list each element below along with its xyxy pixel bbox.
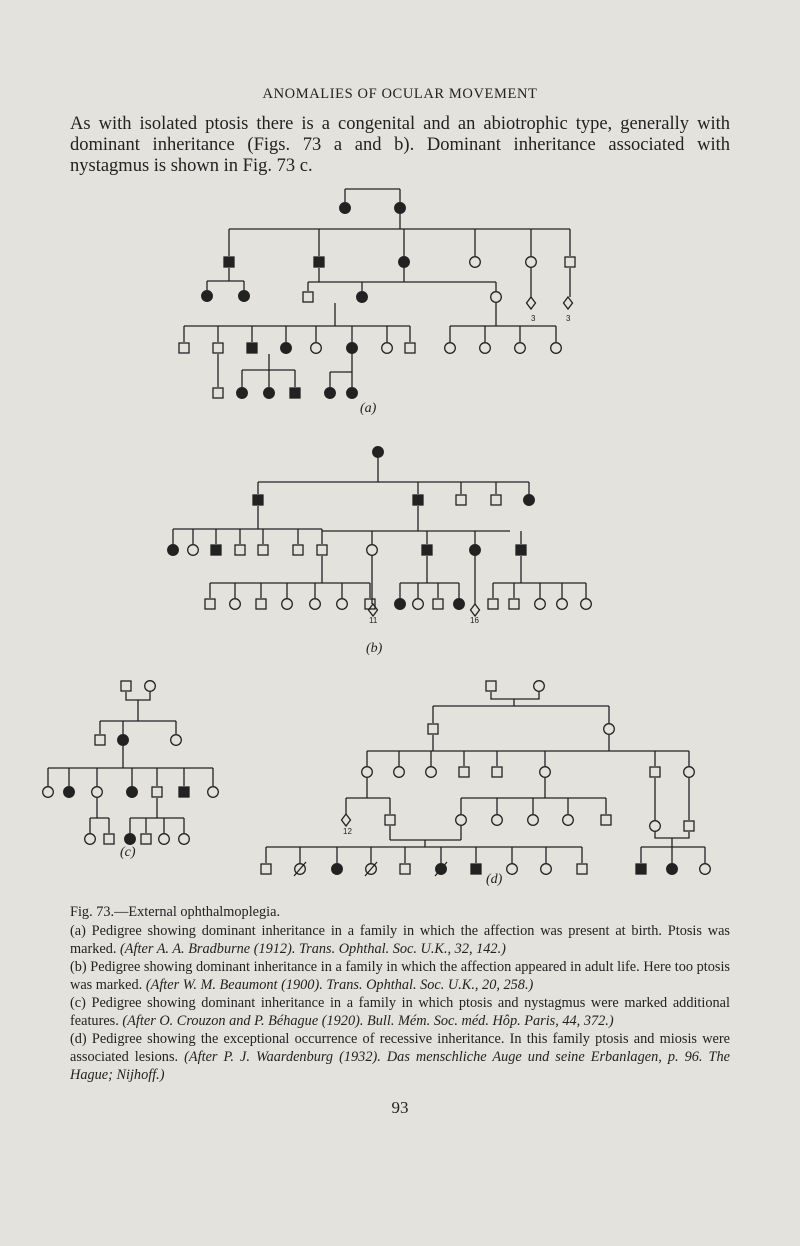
unaffected-male-symbol — [256, 599, 266, 609]
unaffected-female-symbol — [179, 834, 190, 845]
affected-male-symbol — [211, 545, 221, 555]
panel-label-c: (c) — [120, 845, 136, 860]
affected-female-symbol — [118, 735, 129, 746]
caption-b — [70, 958, 730, 994]
pedigree-line — [491, 692, 539, 699]
unaffected-female-symbol — [491, 292, 502, 303]
unaffected-female-symbol — [528, 815, 539, 826]
caption-d-label: (d) — [70, 1031, 87, 1047]
affected-female-symbol — [202, 291, 213, 302]
unaffected-female-symbol — [541, 864, 552, 875]
affected-female-symbol — [667, 864, 678, 875]
affected-female-symbol — [281, 343, 292, 354]
caption-title: Fig. 73.—External ophthalmoplegia. — [70, 904, 281, 920]
affected-female-symbol — [125, 834, 136, 845]
unaffected-female-symbol — [515, 343, 526, 354]
unaffected-female-symbol — [492, 815, 503, 826]
unaffected-female-symbol — [700, 864, 711, 875]
caption-b-source: (After W. M. Beaumont (1900). Trans. Ophthal. Soc. U.K., 20, 258.) — [145, 977, 534, 993]
count-d: 12 — [343, 827, 352, 836]
unaffected-sex-unknown-symbol — [342, 814, 351, 826]
affected-female-symbol — [524, 495, 535, 506]
unaffected-female-symbol — [470, 257, 481, 268]
unaffected-male-symbol — [491, 495, 501, 505]
count-b2: 16 — [470, 616, 479, 625]
caption-c-source: (After O. Crouzon and P. Béhague (1920). Bull. Mém. Soc. méd. Hôp. Paris, 44, 372.) — [122, 1013, 614, 1029]
affected-female-symbol — [399, 257, 410, 268]
unaffected-male-symbol — [205, 599, 215, 609]
pedigree-line — [126, 692, 150, 700]
unaffected-male-symbol — [577, 864, 587, 874]
unaffected-female-symbol — [188, 545, 199, 556]
affected-female-symbol — [347, 343, 358, 354]
pedigree-line — [655, 832, 689, 838]
unaffected-male-symbol — [152, 787, 162, 797]
caption-d-source: (After P. J. Waardenburg (1932). Das menschliche Auge und seine Erbanlagen, p. 96. The Hague; Nijhoff.) — [70, 1049, 730, 1083]
affected-male-symbol — [224, 257, 234, 267]
unaffected-female-symbol — [230, 599, 241, 610]
unaffected-female-symbol — [426, 767, 437, 778]
unaffected-male-symbol — [261, 864, 271, 874]
unaffected-female-symbol — [581, 599, 592, 610]
unaffected-male-symbol — [488, 599, 498, 609]
affected-female-symbol — [357, 292, 368, 303]
unaffected-female-symbol — [208, 787, 219, 798]
caption-d-text: Pedigree showing the exceptional occurrence of recessive inheritance. In this family ptosis and miosis were associated lesions. — [70, 1031, 730, 1065]
affected-female-symbol — [436, 864, 447, 875]
unaffected-female-symbol — [413, 599, 424, 610]
unaffected-sex-unknown-symbol — [564, 297, 573, 309]
figure-caption — [70, 903, 730, 1084]
caption-c-label: (c) — [70, 995, 86, 1011]
unaffected-female-symbol — [604, 724, 615, 735]
unaffected-female-symbol — [145, 681, 156, 692]
unaffected-female-symbol — [311, 343, 322, 354]
unaffected-female-symbol — [367, 545, 378, 556]
count-annotations — [343, 314, 571, 836]
affected-female-symbol — [168, 545, 179, 556]
unaffected-male-symbol — [405, 343, 415, 353]
unaffected-female-symbol — [310, 599, 321, 610]
panel-label-b: (b) — [366, 641, 383, 656]
unaffected-female-symbol — [92, 787, 103, 798]
caption-c-text: Pedigree showing dominant inheritance in a family in which ptosis and nystagmus were marked additional features. — [70, 995, 730, 1029]
unaffected-male-symbol — [213, 388, 223, 398]
affected-female-symbol — [470, 545, 481, 556]
unaffected-male-symbol — [258, 545, 268, 555]
unaffected-male-symbol — [433, 599, 443, 609]
panel-label-d: (d) — [486, 872, 503, 887]
affected-male-symbol — [636, 864, 646, 874]
unaffected-male-symbol — [121, 681, 131, 691]
affected-female-symbol — [64, 787, 75, 798]
pedigree-symbols — [43, 203, 711, 875]
affected-male-symbol — [290, 388, 300, 398]
affected-female-symbol — [239, 291, 250, 302]
pedigree-lines — [48, 189, 705, 876]
affected-male-symbol — [413, 495, 423, 505]
affected-female-symbol — [395, 203, 406, 214]
affected-female-symbol — [237, 388, 248, 399]
unaffected-male-symbol — [303, 292, 313, 302]
unaffected-sex-unknown-symbol — [369, 604, 378, 616]
unaffected-female-symbol — [85, 834, 96, 845]
unaffected-male-symbol — [601, 815, 611, 825]
unaffected-female-symbol — [480, 343, 491, 354]
unaffected-female-symbol — [535, 599, 546, 610]
unaffected-female-symbol — [507, 864, 518, 875]
affected-female-symbol — [325, 388, 336, 399]
unaffected-female-symbol — [563, 815, 574, 826]
affected-male-symbol — [314, 257, 324, 267]
affected-male-symbol — [471, 864, 481, 874]
running-header: ANOMALIES OF OCULAR MOVEMENT — [262, 86, 538, 102]
caption-a — [70, 922, 730, 958]
affected-female-symbol — [340, 203, 351, 214]
unaffected-male-symbol — [565, 257, 575, 267]
unaffected-female-symbol — [282, 599, 293, 610]
count-b1: 11 — [369, 616, 378, 625]
unaffected-female-symbol — [540, 767, 551, 778]
unaffected-male-symbol — [486, 681, 496, 691]
affected-female-symbol — [373, 447, 384, 458]
unaffected-male-symbol — [428, 724, 438, 734]
affected-female-symbol — [347, 388, 358, 399]
unaffected-male-symbol — [650, 767, 660, 777]
caption-a-label: (a) — [70, 923, 86, 939]
unaffected-female-symbol — [551, 343, 562, 354]
panel-labels — [120, 401, 503, 887]
affected-male-symbol — [247, 343, 257, 353]
affected-male-symbol — [516, 545, 526, 555]
unaffected-female-symbol — [171, 735, 182, 746]
affected-male-symbol — [253, 495, 263, 505]
unaffected-male-symbol — [141, 834, 151, 844]
caption-c — [70, 994, 730, 1030]
caption-d — [70, 1030, 730, 1084]
affected-female-symbol — [332, 864, 343, 875]
affected-male-symbol — [179, 787, 189, 797]
unaffected-female-symbol — [382, 343, 393, 354]
unaffected-female-symbol — [534, 681, 545, 692]
count-a1: 3 — [531, 314, 536, 323]
unaffected-female-symbol — [43, 787, 54, 798]
unaffected-male-symbol — [179, 343, 189, 353]
unaffected-male-symbol — [459, 767, 469, 777]
unaffected-sex-unknown-symbol — [471, 604, 480, 616]
unaffected-female-symbol — [159, 834, 170, 845]
unaffected-male-symbol — [509, 599, 519, 609]
affected-female-symbol — [264, 388, 275, 399]
panel-label-a: (a) — [360, 401, 377, 416]
caption-a-text: Pedigree showing dominant inheritance in a family in which the affection was present at birth. Ptosis was marked. — [70, 923, 730, 957]
count-a2: 3 — [566, 314, 571, 323]
unaffected-male-symbol — [684, 821, 694, 831]
unaffected-male-symbol — [400, 864, 410, 874]
unaffected-female-symbol — [337, 599, 348, 610]
unaffected-male-symbol — [385, 815, 395, 825]
unaffected-male-symbol — [492, 767, 502, 777]
unaffected-male-symbol — [317, 545, 327, 555]
unaffected-female-symbol — [650, 821, 661, 832]
unaffected-female-symbol — [394, 767, 405, 778]
unaffected-sex-unknown-symbol — [527, 297, 536, 309]
unaffected-female-symbol — [456, 815, 467, 826]
caption-a-source: (After A. A. Bradburne (1912). Trans. Ophthal. Soc. U.K., 32, 142.) — [120, 941, 506, 957]
unaffected-male-symbol — [235, 545, 245, 555]
unaffected-male-symbol — [95, 735, 105, 745]
unaffected-female-symbol — [557, 599, 568, 610]
unaffected-male-symbol — [293, 545, 303, 555]
affected-female-symbol — [395, 599, 406, 610]
unaffected-female-symbol — [526, 257, 537, 268]
affected-male-symbol — [422, 545, 432, 555]
affected-female-symbol — [454, 599, 465, 610]
unaffected-male-symbol — [456, 495, 466, 505]
unaffected-male-symbol — [213, 343, 223, 353]
affected-female-symbol — [127, 787, 138, 798]
unaffected-female-symbol — [445, 343, 456, 354]
caption-b-text: Pedigree showing dominant inheritance in a family in which the affection appeared in adult life. Here too ptosis was marked. — [70, 959, 730, 993]
page-number: 93 — [391, 1098, 409, 1117]
unaffected-female-symbol — [684, 767, 695, 778]
caption-b-label: (b) — [70, 959, 87, 975]
unaffected-male-symbol — [104, 834, 114, 844]
unaffected-female-symbol — [362, 767, 373, 778]
intro-text: As with isolated ptosis there is a congenital and an abiotrophic type, generally with dominant inheritance (Figs. 73 a and b). Dominant inheritance associated with nystagmus is shown in Fig. 73 c. — [70, 114, 730, 176]
